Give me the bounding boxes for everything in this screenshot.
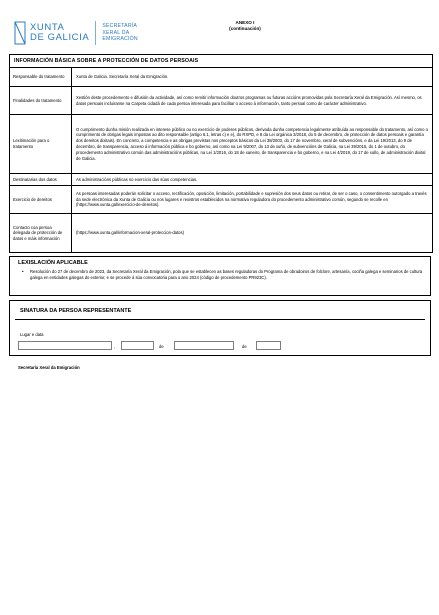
annex-subtitle: (continuación) xyxy=(229,26,261,32)
annex-heading xyxy=(215,20,275,33)
de-label-2: de xyxy=(242,344,247,349)
logo-divider xyxy=(95,21,96,45)
legislation-item xyxy=(22,269,424,281)
logo-wordmark xyxy=(30,23,89,44)
dept-line-1: SECRETARÍA xyxy=(102,23,138,30)
day-field[interactable] xyxy=(121,341,154,350)
xunta-crest-icon xyxy=(14,21,26,45)
xunta-logo xyxy=(14,20,138,46)
year-field[interactable] xyxy=(256,341,281,350)
row-value: Xunta de Galicia. Secretaría Xeral da Emigración. xyxy=(76,74,169,80)
logo-line-1: XUNTA xyxy=(30,21,65,33)
row-label: Exercicio de dereitos xyxy=(10,186,72,213)
de-label-1: de xyxy=(159,344,164,349)
table-row xyxy=(10,174,432,186)
footer-department: Secretaría Xeral da Emigración xyxy=(18,365,80,370)
row-value: As persoas interesadas poderán solicitar o acceso, rectificación, oposición, limitación, portabilidade e supresión dos seus datos ou retirar, de ser o caso, o consentimento outorgado a través da sede electrónica da Xunta de Galicia ou nos lugares e rexistros establecidos na normativa reguladora do procedemento administrativo común, segundo se recolle en (https://www.xunta.gal/exercicio-de-dereitos). xyxy=(76,190,427,208)
row-label: Destinatarias dos datos xyxy=(10,174,72,185)
table-row xyxy=(10,87,432,115)
signature-title: SINATURA DA PERSOA REPRESENTANTE xyxy=(20,308,132,314)
table-row xyxy=(10,214,432,252)
comma-separator: , xyxy=(114,344,116,349)
row-label: Contacto coa persoa delegada de protección de datos e máis información xyxy=(10,214,72,252)
row-value: Xestión deste procedemento e difusión da actividade, así como remitir información doutros programas ou futuras accións promovidas pola Secretaría Xeral da Emigración. Así mesmo, os datos persoais incluiranse na Carpeta cidadá de cada persoa interesada para facilitar o acceso á información, tanto persoal como de carácter administrativo. xyxy=(76,94,422,106)
dept-line-3: EMIGRACIÓN xyxy=(102,36,138,43)
table-row xyxy=(10,186,432,214)
annex-title: ANEXO I xyxy=(235,20,255,25)
table-row xyxy=(10,68,432,87)
data-protection-title: INFORMACIÓN BÁSICA SOBRE A PROTECCIÓN DE DATOS PERSOAIS xyxy=(10,55,432,68)
row-label: Responsable do tratamento xyxy=(10,68,72,86)
department-name xyxy=(102,23,137,42)
place-field[interactable] xyxy=(18,341,112,350)
signature-section xyxy=(9,300,431,356)
data-protection-table xyxy=(9,54,433,253)
row-value: As administracións públicas no exercicio das súas competencias. xyxy=(76,176,198,182)
row-value: (https://www.xunta.gal/informacion-xeral-proteccion-datos) xyxy=(76,230,184,236)
logo-line-2: DE GALICIA xyxy=(30,32,90,43)
legislation-section xyxy=(9,256,431,296)
row-label: Finalidades do tratamento xyxy=(10,87,72,114)
place-date-label: Lugar e data xyxy=(20,332,44,337)
bullet-icon: • xyxy=(22,269,24,274)
month-field[interactable] xyxy=(174,341,234,350)
row-value: O cumprimento dunha misión realizada en interese público ou no exercicio de poderes públicos, derivada dunha competencia legalmente atribuída ao responsable do tratamento, así como o cumprimento de obrigas legais impostas ao dito responsable (artigo 6.1, letras c) e e), do RXPD, e 8 da Lei orgánica 3/2018, do 5 de decembro, de protección de datos persoais e garantía dos dereitos dixitais). En concreto, a competencia e as obrigas previstas nos preceptos básicos da Lei 38/2003, do 17 de novembro, xeral de subvencións, e da Lei 19/2013, do 9 de decembro, de transparencia, acceso á información pública e bo goberno, así como na Lei 9/2007, do 13 de xuño, de subvencións de Galicia, na Lei 39/2015, do 1 de outubro, do procedemento administrativo común das administracións públicas, na Lei 1/2016, do 18 de xaneiro, de transparencia e bo goberno, e na Lei 4/2019, do 17 de xullo, de administración dixital de Galicia. xyxy=(76,126,428,161)
signature-divider xyxy=(15,319,425,320)
row-label: Lexitimación para o tratamento xyxy=(10,115,72,173)
legislation-text: Resolución do 27 de decembro de 2023, da Secretaría Xeral da Emigración, pola que se establecen as bases reguladoras do Programa de obradoiros de folclore, artesanía, cociña galega e seminarios de cultura galega en entidades galegas do exterior, e se procede á súa convocatoria para o ano 2024 (código de procedemento PR923C). xyxy=(30,269,423,280)
legislation-title: LEXISLACIÓN APLICABLE xyxy=(18,260,88,266)
table-row xyxy=(10,115,432,174)
dept-line-2: XERAL DA xyxy=(102,29,130,36)
